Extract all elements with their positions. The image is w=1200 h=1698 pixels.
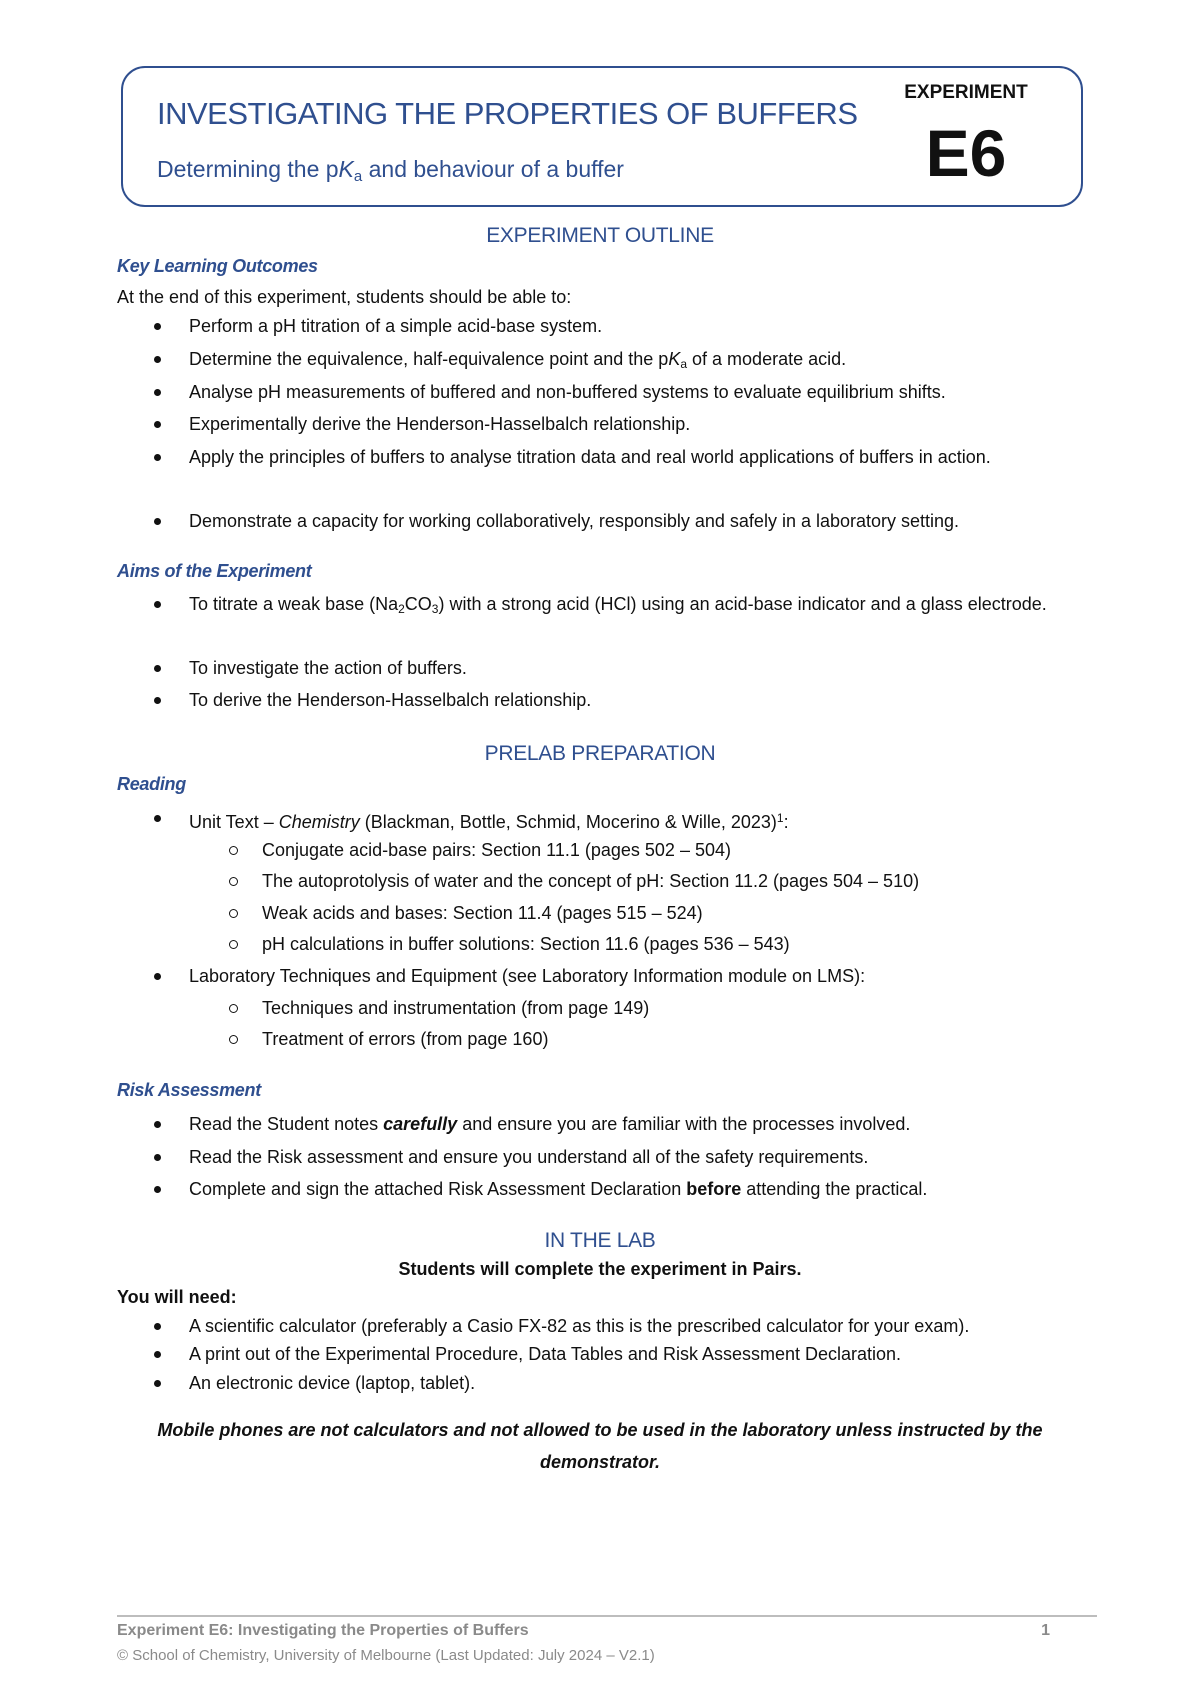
prelab-heading: PRELAB PREPARATION bbox=[484, 742, 716, 765]
experiment-code: E6 bbox=[925, 116, 1007, 190]
footer-title: Experiment E6: Investigating the Properties of Buffers bbox=[117, 1622, 529, 1639]
outcomes-intro: At the end of this experiment, students should be able to: bbox=[117, 287, 572, 307]
page-number: 1 bbox=[1041, 1622, 1050, 1639]
document-title: INVESTIGATING THE PROPERTIES OF BUFFERS bbox=[157, 96, 858, 131]
circle-bullet-icon bbox=[229, 846, 238, 855]
circle-bullet-icon bbox=[229, 1035, 238, 1044]
bullet-icon bbox=[154, 1380, 161, 1387]
bullet-icon bbox=[154, 323, 161, 330]
bullet-icon bbox=[154, 1121, 161, 1128]
circle-bullet-icon bbox=[229, 940, 238, 949]
risk-assessment-heading: Risk Assessment bbox=[117, 1080, 261, 1100]
you-will-need-label: You will need: bbox=[117, 1287, 237, 1307]
outline-heading: EXPERIMENT OUTLINE bbox=[486, 224, 714, 247]
bullet-icon bbox=[154, 518, 161, 525]
aims-heading: Aims of the Experiment bbox=[117, 561, 312, 581]
circle-bullet-icon bbox=[229, 909, 238, 918]
reading-heading: Reading bbox=[117, 774, 186, 794]
key-learning-outcomes-heading: Key Learning Outcomes bbox=[117, 256, 318, 276]
document-page: INVESTIGATING THE PROPERTIES OF BUFFERS Determining the $pK_a$ and behaviour of a buffer EXPERIMENT E6 EXPERIMENT OUTLINE Key Learning Outcomes At the end of this experiment, students should be able to: Perform a pH titration of a simple acid-base system. Determine the equivalence, half-equivalence point and the $pK_a$ of a moderate acid. Analyse pH measurements of buffered and non-buffered systems to evaluate equilibrium shifts. Experimentally derive the Henderson-Hasselbalch relationship. Apply the principles of buffers to analyse titration data and real world applications of buffers in action. Demonstrate a capacity for working collaboratively, responsibly and safely in a laboratory setting. Aims of the Experiment To titrate a weak base $(Na_2CO_3)$ with a strong acid (HCl) using an acid-base indicator and a glass electrode. To investigate the action of buffers. To derive the Henderson-Hasselbalch relationship. PRELAB PREPARATION Reading Unit Text – Chemistry (Blackman, Bottle, Schmid, Mocerino & Wille, 2023)$^1$: Conjugate acid-base pairs: Section 11.1 (pages 502 – 504) The autoprotolysis of water and the concept of pH: Section 11.2 (pages 504 – 510) Weak acids and bases: Section 11.4 (pages 515 – 524) pH calculations in buffer solutions: Section 11.6 (pages 536 – 543) Laboratory Techniques and Equipment (see Laboratory Information module on LMS): Techniques and instrumentation (from page 149) Treatment of errors (from page 160) Risk Assessment Read the Student notes carefully and ensure you are familiar with the processes involved. Read the Risk assessment and ensure you understand all of the safety requirements. Complete and sign the attached Risk Assessment Declaration before attending the practical. IN THE LAB Students will complete the experiment in Pairs. You will need: A scientific calculator (preferably a Casio FX-82 as this is the prescribed calculator for your exam). A print out of the Experimental Procedure, Data Tables and Risk Assessment Declaration. An electronic device (laptop, tablet). Mobile phones are not calculators and not allowed to be used in the laboratory unless instructed by the demonstrator. Experiment E6: Investigating the Properties of Buffers 1 © School of Chemistry, University of Melbourne (Last Updated: July 2024 – V2.1) bbox=[0, 0, 1200, 1698]
circle-bullet-icon bbox=[229, 1004, 238, 1013]
bullet-icon bbox=[154, 1351, 161, 1358]
title-box bbox=[121, 66, 1083, 207]
bullet-icon bbox=[154, 973, 161, 980]
bullet-icon bbox=[154, 1154, 161, 1161]
footer-divider bbox=[117, 1615, 1097, 1617]
circle-bullet-icon bbox=[229, 877, 238, 886]
bullet-icon bbox=[154, 697, 161, 704]
mobile-phone-warning: Mobile phones are not calculators and not allowed to be used in the laboratory unless instructed by the demonstrator. bbox=[157, 1420, 1043, 1472]
bullet-icon bbox=[154, 454, 161, 461]
pairs-note: Students will complete the experiment in Pairs. bbox=[398, 1259, 802, 1279]
bullet-icon bbox=[154, 815, 161, 822]
bullet-icon bbox=[154, 421, 161, 428]
document-subtitle: Determining the $pK_a$ and behaviour of a buffer bbox=[157, 156, 624, 185]
bullet-icon bbox=[154, 356, 161, 363]
bullet-icon bbox=[154, 665, 161, 672]
in-the-lab-heading: IN THE LAB bbox=[544, 1229, 656, 1252]
experiment-label: EXPERIMENT bbox=[904, 82, 1028, 103]
bullet-icon bbox=[154, 1186, 161, 1193]
bullet-icon bbox=[154, 1323, 161, 1330]
bullet-icon bbox=[154, 601, 161, 608]
bullet-icon bbox=[154, 389, 161, 396]
footer-copyright: © School of Chemistry, University of Melbourne (Last Updated: July 2024 – V2.1) bbox=[117, 1647, 655, 1664]
